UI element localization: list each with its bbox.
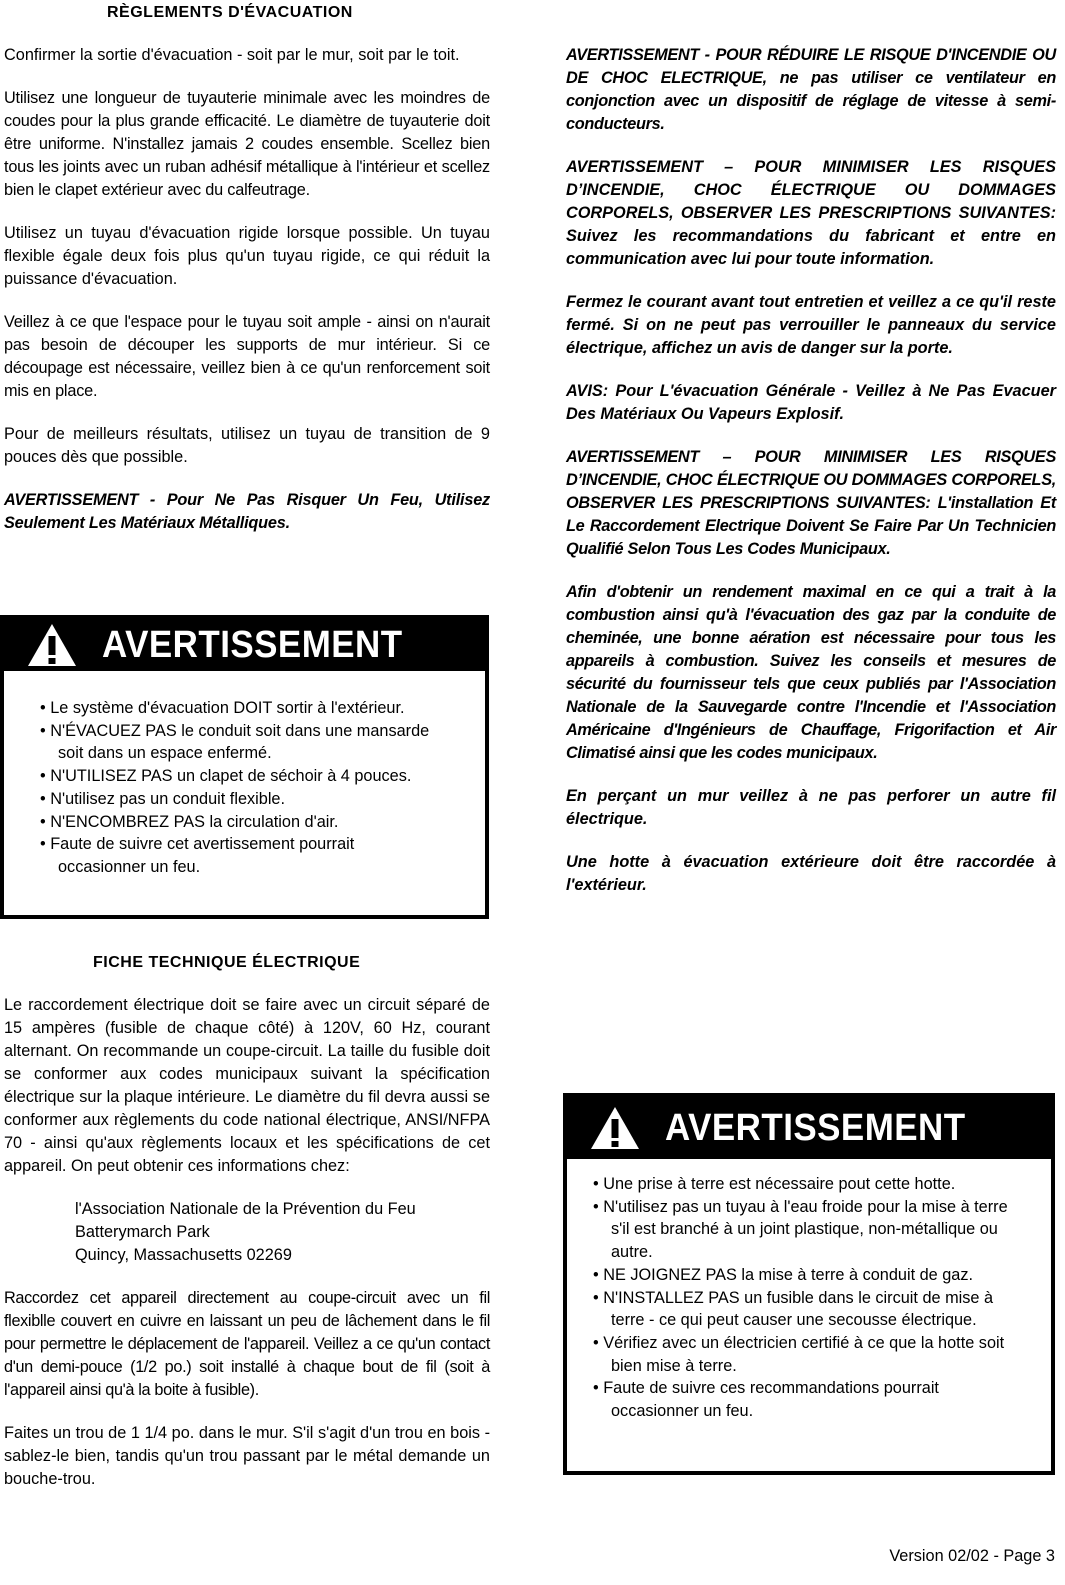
warning-box-title: AVERTISSEMENT	[665, 1106, 966, 1149]
left-column-lower	[4, 951, 490, 1491]
warning-box-header	[567, 1097, 1051, 1159]
list-item: • N'UTILISEZ PAS un clapet de séchoir à 4 pouces.	[40, 767, 412, 786]
address-line: l'Association Nationale de la Prévention du Feu	[75, 1200, 416, 1218]
warning-box	[563, 1093, 1055, 1475]
address-line: Quincy, Massachusetts 02269	[75, 1246, 292, 1264]
warning-paragraph: Afin d'obtenir un rendement maximal en ce qui a trait à la combustion ainsi qu'à l'évacuation des gaz par la conduite de cheminée, une bonne aération est nécessaire pour tous les appareils à combustion. Suivez les conseils et mesures de sécurité du fournisseur tels que ceux publiés par l'Association Nationale de la Sauvegarde contre l'Incendie et l'Association Américaine d'Ingénieurs de Chauffage, Frigorifaction et Air Climatisé ainsi que les codes municipaux.	[566, 583, 1056, 762]
list-item: • Le système d'évacuation DOIT sortir à l'extérieur.	[40, 699, 405, 717]
paragraph: Utilisez un tuyau d'évacuation rigide lorsque possible. Un tuyau flexible égale deux fois plus qu'un tuyau rigide, ce qui réduit la puissance d'évacuation.	[4, 224, 490, 288]
warning-list	[593, 1173, 1033, 1423]
warning-paragraph: AVERTISSEMENT – POUR MINIMISER LES RISQUES D’INCENDIE, CHOC ÉLECTRIQUE OU DOMMAGES CORPORELS, OBSERVER LES PRESCRIPTIONS SUIVANTES: L'installation Et Le Raccordement Electrique Doivent Se Faire Par Un Technicien Qualifié Selon Tous Les Codes Municipaux.	[566, 448, 1056, 558]
address-block	[4, 1198, 490, 1267]
warning-list	[40, 697, 480, 879]
paragraph: Le raccordement électrique doit se faire avec un circuit séparé de 15 ampères (fusible de chaque côté) à 120V, 60 Hz, courant alternant. On recommande un coupe-circuit. La taille du fusible doit se conformer aux codes municipaux suivant la spécification électrique sur la plaque intérieure. Le diamètre du fil devra aussi se conformer aux règlements du code national électrique, ANSI/NFPA 70 - ainsi qu'aux règlements locaux et les spécifications de cet appareil. On peut obtenir ces informations chez:	[4, 996, 490, 1175]
paragraph: Raccordez cet appareil directement au coupe-circuit avec un fil flexiblle couvert en cuivre en laissant un peu de lâchement dans le fil pour permettre le déplacement de l'appareil. Veillez a ce qu'un contact d'un demi-pouce (1/2 po.) soit installé à chaque bout de fil (soit à l'appareil ainsi qu'à la boite à fusible).	[4, 1289, 490, 1399]
warning-triangle-icon	[589, 1105, 641, 1151]
list-item: • N'INSTALLEZ PAS un fusible dans le circuit de mise à terre - ce qui peut causer une secousse électrique.	[593, 1288, 994, 1330]
electrical-heading: FICHE TECHNIQUE ÉLECTRIQUE	[93, 954, 361, 971]
list-item: • Faute de suivre ces recommandations pourrait occasionner un feu.	[593, 1379, 939, 1421]
page-footer: Version 02/02 - Page 3	[889, 1547, 1055, 1565]
list-item: • N'utilisez pas un conduit flexible.	[40, 789, 286, 808]
evacuation-heading: RÈGLEMENTS D'ÉVACUATION	[107, 4, 353, 21]
left-column	[4, 0, 490, 535]
paragraph: Confirmer la sortie d'évacuation - soit par le mur, soit par le toit.	[4, 46, 460, 64]
right-column	[566, 44, 1056, 897]
list-item: • Faute de suivre cet avertissement pourrait occasionner un feu.	[40, 835, 355, 876]
warning-box	[0, 615, 489, 919]
warning-paragraph: AVERTISSEMENT – POUR MINIMISER LES RISQUES D’INCENDIE, CHOC ÉLECTRIQUE OU DOMMAGES CORPORELS, OBSERVER LES PRESCRIPTIONS SUIVANTES: Suivez les recommandations du fabricant et entre en communication avec lui pour toute information.	[566, 158, 1056, 268]
list-item: • N'ÉVACUEZ PAS le conduit soit dans une mansarde soit dans un espace enfermé.	[40, 721, 430, 763]
list-item: • NE JOIGNEZ PAS la mise à terre à conduit de gaz.	[593, 1265, 974, 1284]
warning-box-header	[4, 619, 485, 671]
paragraph: Pour de meilleurs résultats, utilisez un tuyau de transition de 9 pouces dès que possible.	[4, 425, 490, 466]
warning-box-title: AVERTISSEMENT	[102, 623, 403, 666]
warning-paragraph: Fermez le courant avant tout entretien et veillez a ce qu'il reste fermé. Si on ne peut pas verrouiller le panneaux du service électrique, affichez un avis de danger sur la porte.	[566, 293, 1056, 357]
list-item: • Une prise à terre est nécessaire pout cette hotte.	[593, 1175, 956, 1193]
list-item: • N'utilisez pas un tuyau à l'eau froide pour la mise à terre s'il est branché à un joint plastique, non-métallique ou autre.	[593, 1197, 1008, 1262]
warning-paragraph: Une hotte à évacuation extérieure doit être raccordée à l'extérieur.	[566, 853, 1056, 894]
paragraph: Faites un trou de 1 1/4 po. dans le mur. S'il s'agit d'un trou en bois - sablez-le bien, tandis qu'un trou passant par le métal demande un bouche-trou.	[4, 1424, 490, 1488]
warning-triangle-icon	[26, 622, 78, 668]
warning-paragraph: AVERTISSEMENT - Pour Ne Pas Risquer Un Feu, Utilisez Seulement Les Matériaux Métalliques.	[4, 491, 490, 532]
address-line: Batterymarch Park	[75, 1223, 210, 1241]
notice-paragraph: AVIS: Pour L'évacuation Générale - Veillez à Ne Pas Evacuer Des Matériaux Ou Vapeurs Explosif.	[566, 382, 1056, 423]
list-item: • N'ENCOMBREZ PAS la circulation d'air.	[40, 812, 339, 831]
list-item: • Vérifiez avec un électricien certifié à ce que la hotte soit bien mise à terre.	[593, 1333, 1005, 1375]
warning-paragraph: En perçant un mur veillez à ne pas perforer un autre fil électrique.	[566, 787, 1056, 828]
paragraph: Utilisez une longueur de tuyauterie minimale avec les moindres de coudes pour la plus grande efficacité. Le diamètre de tuyauterie doit être uniforme. N'installez jamais 2 coudes ensemble. Scellez bien tous les joints avec un ruban adhésif métallique à l'intérieur et scellez bien le clapet extérieur avec du calfeutrage.	[4, 89, 490, 199]
paragraph: Veillez à ce que l'espace pour le tuyau soit ample - ainsi on n'aurait pas besoin de découper les supports de mur intérieur. Si ce découpage est nécessaire, veillez bien à ce qu'un renforcement soit mis en place.	[4, 313, 490, 400]
warning-paragraph: AVERTISSEMENT - POUR RÉDUIRE LE RISQUE D'INCENDIE OU DE CHOC ELECTRIQUE, ne pas utiliser ce ventilateur en conjonction avec un dispositif de réglage de vitesse à semi-conducteurs.	[566, 46, 1056, 133]
